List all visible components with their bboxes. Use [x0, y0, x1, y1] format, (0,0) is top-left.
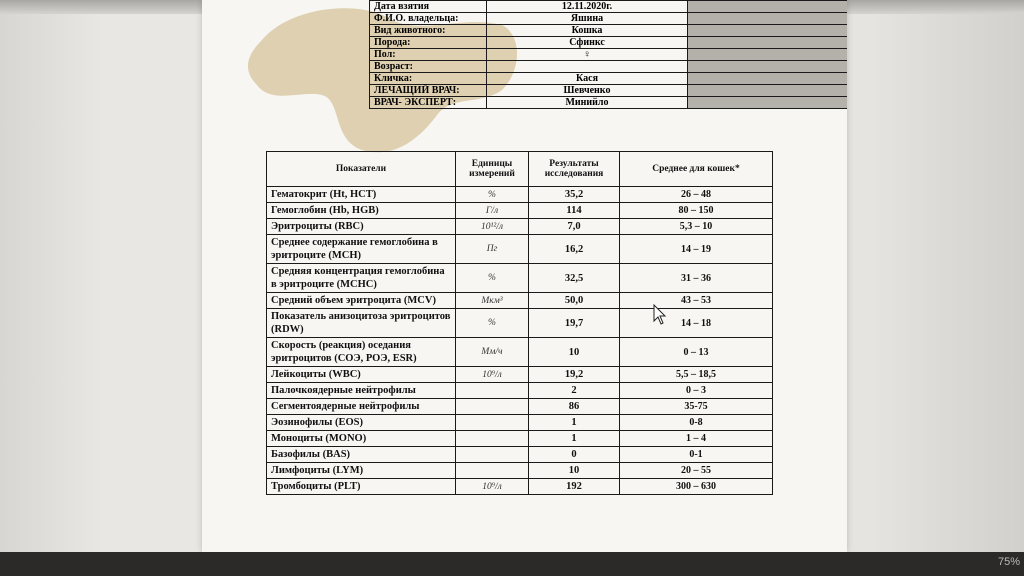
patient-info-value: Кася	[487, 73, 688, 85]
table-row	[267, 293, 773, 309]
patient-info-value: Шевченко	[487, 85, 688, 97]
parameter-unit	[456, 431, 529, 447]
parameter-unit: %	[456, 309, 529, 338]
patient-info-table	[369, 0, 847, 109]
parameter-reference: 5,5 – 18,5	[620, 367, 773, 383]
parameter-result: 192	[529, 479, 620, 495]
parameter-unit: Пг	[456, 235, 529, 264]
column-header-reference: Среднее для кошек*	[620, 152, 773, 187]
table-row	[267, 235, 773, 264]
patient-info-label: Дата взятия	[370, 1, 487, 13]
parameter-result: 19,2	[529, 367, 620, 383]
table-row	[267, 367, 773, 383]
parameter-reference: 80 – 150	[620, 203, 773, 219]
parameter-reference: 35-75	[620, 399, 773, 415]
parameter-result: 50,0	[529, 293, 620, 309]
patient-info-spacer	[688, 73, 848, 85]
parameter-reference: 300 – 630	[620, 479, 773, 495]
patient-info-row	[370, 13, 848, 25]
parameter-reference: 20 – 55	[620, 463, 773, 479]
parameter-result: 0	[529, 447, 620, 463]
parameter-name: Лейкоциты (WBC)	[267, 367, 456, 383]
parameter-name: Палочкоядерные нейтрофилы	[267, 383, 456, 399]
parameter-reference: 14 – 18	[620, 309, 773, 338]
parameter-name: Лимфоциты (LYM)	[267, 463, 456, 479]
patient-info-spacer	[688, 49, 848, 61]
table-row	[267, 219, 773, 235]
parameter-unit: %	[456, 264, 529, 293]
parameter-reference: 0 – 13	[620, 338, 773, 367]
parameter-name: Базофилы (BAS)	[267, 447, 456, 463]
parameter-name: Средний объем эритроцита (MCV)	[267, 293, 456, 309]
parameter-result: 1	[529, 431, 620, 447]
patient-info-label: Возраст:	[370, 61, 487, 73]
patient-info-value: Кошка	[487, 25, 688, 37]
table-row	[267, 264, 773, 293]
parameter-unit	[456, 447, 529, 463]
patient-info-spacer	[688, 1, 848, 13]
parameter-reference: 0-1	[620, 447, 773, 463]
parameter-reference: 26 – 48	[620, 187, 773, 203]
patient-info-row	[370, 1, 848, 13]
parameter-unit: 10⁹/л	[456, 479, 529, 495]
patient-info-spacer	[688, 37, 848, 49]
parameter-reference: 0-8	[620, 415, 773, 431]
patient-info-spacer	[688, 25, 848, 37]
parameter-unit: Мм/ч	[456, 338, 529, 367]
parameter-result: 16,2	[529, 235, 620, 264]
parameter-unit: 10⁹/л	[456, 367, 529, 383]
parameter-name: Сегментоядерные нейтрофилы	[267, 399, 456, 415]
parameter-result: 2	[529, 383, 620, 399]
patient-info-row	[370, 85, 848, 97]
patient-info-label: Порода:	[370, 37, 487, 49]
parameter-reference: 31 – 36	[620, 264, 773, 293]
parameter-result: 35,2	[529, 187, 620, 203]
patient-info-label: Ф.И.О. владельца:	[370, 13, 487, 25]
patient-info-row	[370, 37, 848, 49]
parameter-name: Показатель анизоцитоза эритроцитов (RDW)	[267, 309, 456, 338]
patient-info-row	[370, 61, 848, 73]
parameter-reference: 43 – 53	[620, 293, 773, 309]
results-header-row	[267, 152, 773, 187]
parameter-result: 32,5	[529, 264, 620, 293]
patient-info-spacer	[688, 13, 848, 25]
parameter-reference: 1 – 4	[620, 431, 773, 447]
parameter-name: Гематокрит (Ht, HCT)	[267, 187, 456, 203]
table-row	[267, 463, 773, 479]
parameter-name: Гемоглобин (Hb, HGB)	[267, 203, 456, 219]
patient-info-spacer	[688, 61, 848, 73]
parameter-unit	[456, 383, 529, 399]
parameter-result: 19,7	[529, 309, 620, 338]
patient-info-value: Яшина	[487, 13, 688, 25]
parameter-name: Эритроциты (RBC)	[267, 219, 456, 235]
column-header-parameter: Показатели	[267, 152, 456, 187]
patient-info-value: Минийло	[487, 97, 688, 109]
mouse-pointer-icon	[653, 304, 667, 326]
patient-info-value: 12.11.2020г.	[487, 1, 688, 13]
table-row	[267, 415, 773, 431]
patient-info-row	[370, 73, 848, 85]
table-row	[267, 338, 773, 367]
parameter-name: Скорость (реакция) оседания эритроцитов (СОЭ, РОЭ, ESR)	[267, 338, 456, 367]
parameter-result: 114	[529, 203, 620, 219]
parameter-unit	[456, 463, 529, 479]
parameter-result: 1	[529, 415, 620, 431]
patient-info-value	[487, 61, 688, 73]
table-row	[267, 479, 773, 495]
zoom-level[interactable]: 75%	[997, 556, 1020, 568]
parameter-reference: 5,3 – 10	[620, 219, 773, 235]
patient-info-row	[370, 49, 848, 61]
document-page	[202, 0, 847, 552]
parameter-name: Эозинофилы (EOS)	[267, 415, 456, 431]
parameter-result: 10	[529, 338, 620, 367]
column-header-results: Результаты исследования	[529, 152, 620, 187]
patient-info-spacer	[688, 85, 848, 97]
parameter-reference: 0 – 3	[620, 383, 773, 399]
parameter-result: 7,0	[529, 219, 620, 235]
patient-info-spacer	[688, 97, 848, 109]
parameter-unit: Мкм³	[456, 293, 529, 309]
table-row	[267, 383, 773, 399]
parameter-name: Моноциты (MONO)	[267, 431, 456, 447]
patient-info-row	[370, 97, 848, 109]
patient-info-value: Сфинкс	[487, 37, 688, 49]
parameter-unit: 10¹²/л	[456, 219, 529, 235]
patient-info-label: Кличка:	[370, 73, 487, 85]
table-row	[267, 203, 773, 219]
table-row	[267, 187, 773, 203]
table-row	[267, 447, 773, 463]
patient-info-label: ВРАЧ- ЭКСПЕРТ:	[370, 97, 487, 109]
patient-info-label: Пол:	[370, 49, 487, 61]
patient-info-label: ЛЕЧАЩИЙ ВРАЧ:	[370, 85, 487, 97]
parameter-name: Тромбоциты (PLT)	[267, 479, 456, 495]
blood-test-results-table	[266, 151, 773, 495]
table-row	[267, 309, 773, 338]
parameter-name: Среднее содержание гемоглобина в эритроците (MCH)	[267, 235, 456, 264]
table-row	[267, 431, 773, 447]
parameter-unit: %	[456, 187, 529, 203]
column-header-units: Единицы измерений	[456, 152, 529, 187]
parameter-result: 86	[529, 399, 620, 415]
patient-info-row	[370, 25, 848, 37]
parameter-unit: Г/л	[456, 203, 529, 219]
parameter-result: 10	[529, 463, 620, 479]
parameter-unit	[456, 399, 529, 415]
parameter-unit	[456, 415, 529, 431]
status-bar	[0, 552, 1024, 576]
parameter-name: Средняя концентрация гемоглобина в эритроците (MCHC)	[267, 264, 456, 293]
table-row	[267, 399, 773, 415]
patient-info-label: Вид животного:	[370, 25, 487, 37]
parameter-reference: 14 – 19	[620, 235, 773, 264]
patient-info-value: ♀	[487, 49, 688, 61]
